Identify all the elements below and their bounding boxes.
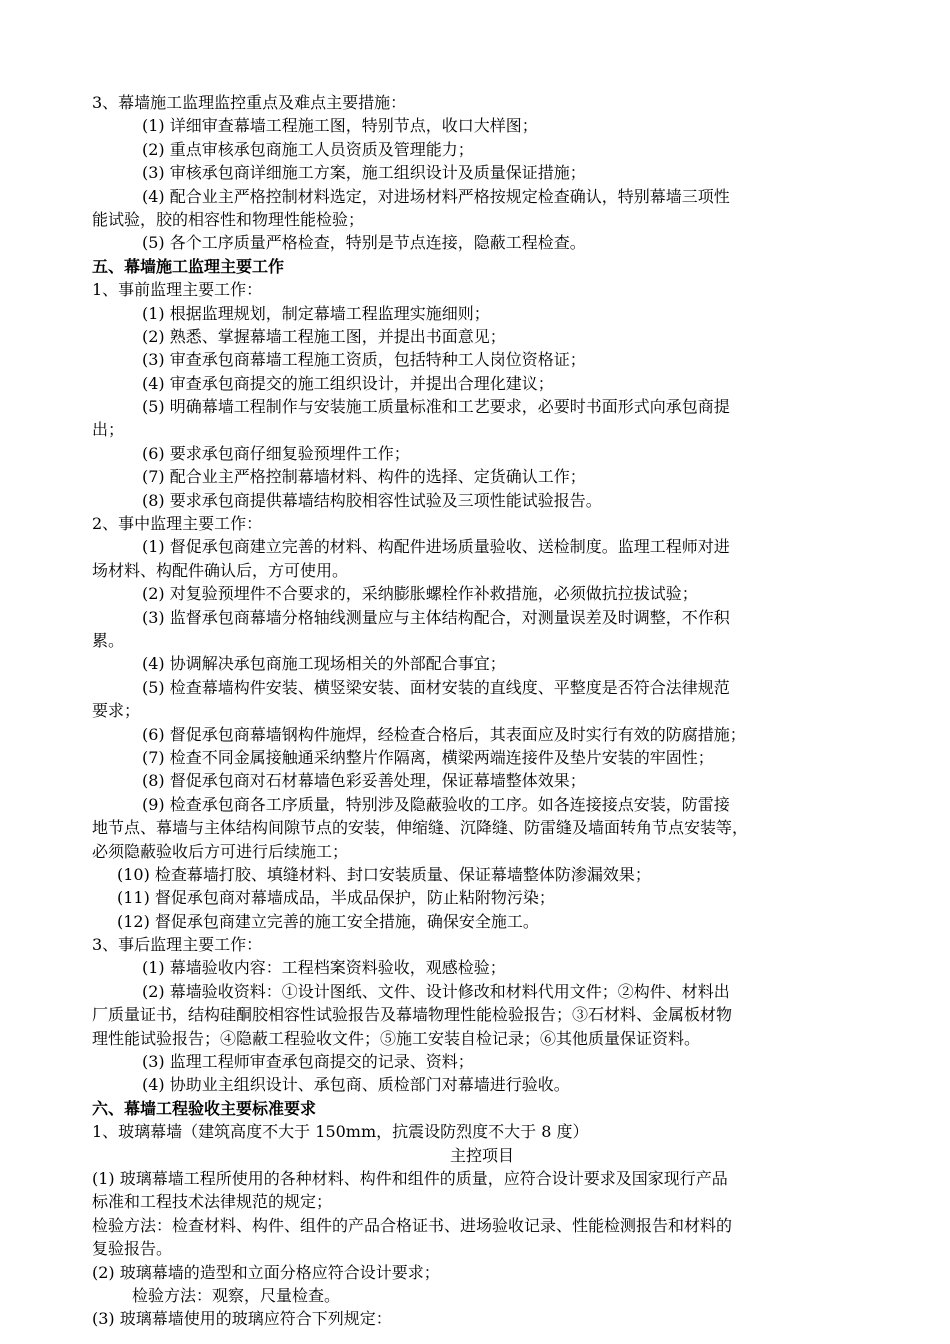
text-line: (3) 监督承包商幕墙分格轴线测量应与主体结构配合，对测量误差及时调整，不作积 <box>142 607 730 627</box>
text-line: 检验方法：检查材料、构件、组件的产品合格证书、进场验收记录、性能检测报告和材料的 <box>92 1215 733 1235</box>
section-heading: 五、幕墙施工监理主要工作 <box>92 256 285 276</box>
text-line: (7) 配合业主严格控制幕墙材料、构件的选择、定货确认工作； <box>142 467 586 487</box>
text-line: 场材料、构配件确认后，方可使用。 <box>92 560 349 580</box>
text-line: (3) 审查承包商幕墙工程施工资质，包括特种工人岗位资格证； <box>142 350 586 370</box>
text-line: (4) 配合业主严格控制材料选定，对进场材料严格按规定检查确认，特别幕墙三项性 <box>142 186 730 206</box>
text-line: (5) 检查幕墙构件安装、横竖梁安装、面材安装的直线度、平整度是否符合法律规范 <box>142 677 730 697</box>
text-line: 地节点、幕墙与主体结构间隙节点的安装，伸缩缝、沉降缝、防雷缝及墙面转角节点安装等， <box>92 818 749 838</box>
section-heading: 六、幕墙工程验收主要标准要求 <box>92 1098 317 1118</box>
text-line: (3) 监理工程师审查承包商提交的记录、资料； <box>142 1052 474 1072</box>
text-line: (2) 幕墙验收资料：①设计图纸、文件、设计修改和材料代用文件；②构件、材料出 <box>142 981 730 1001</box>
text-line: (2) 对复验预埋件不合要求的，采纳膨胀螺栓作补救措施，必须做抗拉拔试验； <box>142 584 698 604</box>
text-line: (6) 督促承包商幕墙钢构件施焊，经检查合格后，其表面应及时实行有效的防腐措施； <box>142 724 746 744</box>
text-line: 必须隐蔽验收后方可进行后续施工； <box>92 841 349 861</box>
text-line: (2) 重点审核承包商施工人员资质及管理能力； <box>142 139 474 159</box>
text-line: (1) 幕墙验收内容：工程档案资料验收，观感检验； <box>142 958 506 978</box>
text-line: (8) 督促承包商对石材幕墙色彩妥善处理，保证幕墙整体效果； <box>142 771 586 791</box>
text-line: 1、玻璃幕墙（建筑高度不大于 150mm，抗震设防烈度不大于 8 度） <box>92 1122 589 1142</box>
text-line: (3) 玻璃幕墙使用的玻璃应符合下列规定： <box>92 1309 392 1329</box>
text-line: 标准和工程技术法律规范的规定； <box>92 1192 333 1212</box>
text-line: 能试验，胶的相容性和物理性能检验； <box>92 209 365 229</box>
text-line: (4) 审查承包商提交的施工组织设计，并提出合理化建议； <box>142 373 554 393</box>
subsection-title: 主控项目 <box>449 1145 514 1165</box>
text-line: 厂质量证书，结构硅酮胶相容性试验报告及幕墙物理性能检验报告；③石材料、金属板材物 <box>92 1005 733 1025</box>
text-line: (3) 审核承包商详细施工方案，施工组织设计及质量保证措施； <box>142 163 586 183</box>
text-line: (1) 详细审查幕墙工程施工图，特别节点，收口大样图； <box>142 116 538 136</box>
text-line: 3、幕墙施工监理监控重点及难点主要措施： <box>92 93 407 112</box>
text-line: 3、事后监理主要工作： <box>92 935 263 955</box>
text-line: (10) 检查幕墙打胶、填缝材料、封口安装质量、保证幕墙整体防渗漏效果； <box>117 864 651 884</box>
text-line: (6) 要求承包商仔细复验预埋件工作； <box>142 443 410 463</box>
text-line: (1) 根据监理规划，制定幕墙工程监理实施细则； <box>142 303 490 323</box>
text-line: 出； <box>92 420 125 440</box>
text-line: (7) 检查不同金属接触通采纳整片作隔离，横梁两端连接件及垫片安装的牢固性； <box>142 747 714 767</box>
text-line: (2) 熟悉、掌握幕墙工程施工图，并提出书面意见； <box>142 326 506 346</box>
text-line: (12) 督促承包商建立完善的施工安全措施，确保安全施工。 <box>117 911 539 931</box>
text-line: (1) 督促承包商建立完善的材料、构配件进场质量验收、送检制度。监理工程师对进 <box>142 537 730 557</box>
document-body <box>92 91 872 1331</box>
text-line: (1) 玻璃幕墙工程所使用的各种材料、构件和组件的质量，应符合设计要求及国家现行产品 <box>92 1168 728 1188</box>
text-line: 理性能试验报告；④隐蔽工程验收文件；⑤施工安装自检记录；⑥其他质量保证资料。 <box>92 1028 701 1048</box>
text-line: (5) 明确幕墙工程制作与安装施工质量标准和工艺要求，必要时书面形式向承包商提 <box>142 397 730 417</box>
text-line: (8) 要求承包商提供幕墙结构胶相容性试验及三项性能试验报告。 <box>142 490 602 510</box>
text-line: (9) 检查承包商各工序质量，特别涉及隐蔽验收的工序。如各连接接点安装，防雷接 <box>142 794 730 814</box>
text-line: (2) 玻璃幕墙的造型和立面分格应符合设计要求； <box>92 1262 440 1282</box>
text-line: (5) 各个工序质量严格检查，特别是节点连接，隐蔽工程检查。 <box>142 233 586 253</box>
text-line: 要求； <box>92 701 141 721</box>
text-line: 2、事中监理主要工作： <box>92 514 263 534</box>
text-line: (11) 督促承包商对幕墙成品，半成品保护，防止粘附物污染； <box>117 888 555 908</box>
text-line: 检验方法：观察，尺量检查。 <box>132 1285 341 1305</box>
text-line: 累。 <box>92 630 125 650</box>
text-line: 1、事前监理主要工作： <box>92 280 263 300</box>
text-line: (4) 协助业主组织设计、承包商、质检部门对幕墙进行验收。 <box>142 1075 570 1095</box>
text-line: (4) 协调解决承包商施工现场相关的外部配合事宜； <box>142 654 506 674</box>
text-line: 复验报告。 <box>92 1239 173 1259</box>
